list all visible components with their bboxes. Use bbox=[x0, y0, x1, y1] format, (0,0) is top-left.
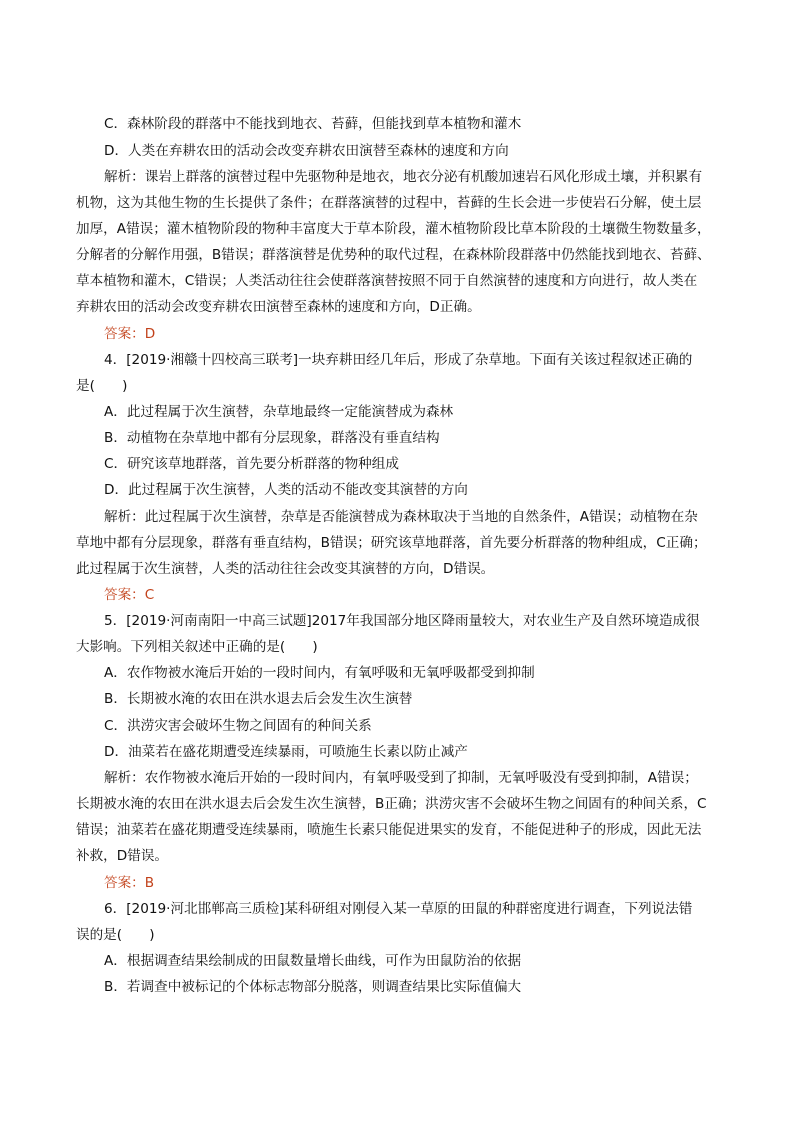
option-c: C．森林阶段的群落中不能找到地衣、苔藓，但能找到草本植物和灌木 bbox=[104, 116, 522, 132]
analysis-line: 补救，D错误。 bbox=[76, 848, 169, 864]
question-stem: 误的是( ) bbox=[76, 927, 155, 943]
option-d: D．此过程属于次生演替，人类的活动不能改变其演替的方向 bbox=[104, 482, 468, 498]
option-d: D．人类在弃耕农田的活动会改变弃耕农田演替至森林的速度和方向 bbox=[104, 143, 509, 159]
option-c: C．洪涝灾害会破坏生物之间固有的种间关系 bbox=[104, 718, 372, 734]
analysis-line: 加厚，A错误；灌木植物阶段的物种丰富度大于草本阶段，灌木植物阶段比草本阶段的土壤微生物数量多， bbox=[76, 221, 711, 237]
analysis-line: 长期被水淹的农田在洪水退去后会发生次生演替，B正确；洪涝灾害不会破坏生物之间固有的种间关系，C bbox=[76, 796, 707, 812]
answer: 答案：B bbox=[104, 875, 155, 891]
option-a: A．此过程属于次生演替，杂草地最终一定能演替成为森林 bbox=[104, 404, 454, 420]
answer: 答案：D bbox=[104, 326, 156, 342]
option-a: A．农作物被水淹后开始的一段时间内，有氧呼吸和无氧呼吸都受到抑制 bbox=[104, 665, 535, 681]
analysis-line: 解析：此过程属于次生演替，杂草是否能演替成为森林取决于当地的自然条件，A错误；动植物在杂 bbox=[104, 509, 698, 525]
analysis-line: 机物，这为其他生物的生长提供了条件；在群落演替的过程中，苔藓的生长会进一步使岩石分解，使土层 bbox=[76, 195, 702, 211]
option-d: D．油菜若在盛花期遭受连续暴雨，可喷施生长素以防止减产 bbox=[104, 744, 468, 760]
question-stem: 是( ) bbox=[76, 378, 128, 394]
option-c: C．研究该草地群落，首先要分析群落的物种组成 bbox=[104, 456, 399, 472]
analysis-line: 分解者的分解作用强，B错误；群落演替是优势种的取代过程，在森林阶段群落中仍然能找到地衣、苔藓、 bbox=[76, 247, 711, 263]
option-b: B．长期被水淹的农田在洪水退去后会发生次生演替 bbox=[104, 691, 413, 707]
analysis-line: 解析：农作物被水淹后开始的一段时间内，有氧呼吸受到了抑制，无氧呼吸没有受到抑制，A错误； bbox=[104, 770, 698, 786]
analysis-line: 弃耕农田的活动会改变弃耕农田演替至森林的速度和方向，D正确。 bbox=[76, 299, 481, 315]
analysis-line: 草本植物和灌木，C错误；人类活动往往会使群落演替按照不同于自然演替的速度和方向进行，故人类在 bbox=[76, 273, 698, 289]
analysis-line: 解析：课岩上群落的演替过程中先驱物种是地衣，地衣分泌有机酸加速岩石风化形成土壤，并积累有 bbox=[104, 169, 703, 185]
question-stem: 5．[2019·河南南阳一中高三试题]2017年我国部分地区降雨量较大，对农业生产及自然环境造成很 bbox=[104, 613, 700, 629]
option-b: B．若调查中被标记的个体标志物部分脱落，则调查结果比实际值偏大 bbox=[104, 979, 522, 995]
analysis-line: 错误；油菜若在盛花期遭受连续暴雨，喷施生长素只能促进果实的发育，不能促进种子的形成，因此无法 bbox=[76, 822, 702, 838]
option-a: A．根据调查结果绘制成的田鼠数量增长曲线，可作为田鼠防治的依据 bbox=[104, 953, 522, 969]
answer: 答案：C bbox=[104, 587, 155, 603]
analysis-line: 草地中都有分层现象，群落有垂直结构，B错误；研究该草地群落，首先要分析群落的物种组成，C正确； bbox=[76, 535, 707, 551]
question-stem: 大影响。下列相关叙述中正确的是( ) bbox=[76, 639, 318, 655]
option-b: B．动植物在杂草地中都有分层现象，群落没有垂直结构 bbox=[104, 430, 440, 446]
question-stem: 4．[2019·湘赣十四校高三联考]一块弃耕田经几年后，形成了杂草地。下面有关该过程叙述正确的 bbox=[104, 352, 693, 368]
question-stem: 6．[2019·河北邯郸高三质检]某科研组对刚侵入某一草原的田鼠的种群密度进行调查，下列说法错 bbox=[104, 901, 693, 917]
analysis-line: 此过程属于次生演替，人类的活动往往会改变其演替的方向，D错误。 bbox=[76, 561, 495, 577]
